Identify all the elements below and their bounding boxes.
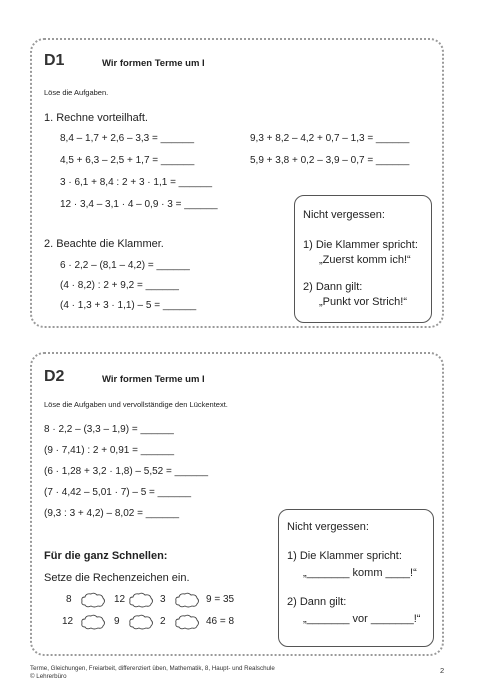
bonus-result: 9 = 35 xyxy=(206,594,235,605)
operator-cloud-blank[interactable] xyxy=(174,614,200,630)
footer-copyright: © Lehrerbüro xyxy=(30,673,67,680)
reminder-rule-1-text: „_______ komm ____!“ xyxy=(303,567,417,579)
task-1-right-item: 5,9 + 3,8 + 0,2 – 3,9 – 0,7 = ______ xyxy=(250,155,410,166)
task-2-heading: 2. Beachte die Klammer. xyxy=(44,238,164,250)
task-1-left-item: 3 · 6,1 + 8,4 : 2 + 3 · 1,1 = ______ xyxy=(60,177,213,188)
bonus-number: 3 xyxy=(160,594,166,605)
exercise-card-d2 xyxy=(30,352,444,656)
exercise-card-d1 xyxy=(30,38,444,328)
bonus-instruction: Setze die Rechenzeichen ein. xyxy=(44,572,190,584)
exercise-instruction: Löse die Aufgaben und vervollständige den Lückentext. xyxy=(44,400,228,409)
task-2-item: (4 · 8,2) : 2 + 9,2 = ______ xyxy=(60,280,179,291)
bonus-heading: Für die ganz Schnellen: xyxy=(44,550,168,562)
reminder-rule-1-text: „Zuerst komm ich!“ xyxy=(319,254,411,266)
task-1-heading: 1. Rechne vorteilhaft. xyxy=(44,112,148,124)
reminder-box xyxy=(278,509,434,647)
exercise-instruction: Löse die Aufgaben. xyxy=(44,88,109,97)
reminder-heading: Nicht vergessen: xyxy=(287,521,369,533)
exercise-item: 8 · 2,2 – (3,3 – 1,9) = ______ xyxy=(44,424,174,435)
exercise-title: Wir formen Terme um I xyxy=(102,58,205,69)
task-2-item: 6 · 2,2 – (8,1 – 4,2) = ______ xyxy=(60,260,190,271)
bonus-number: 12 xyxy=(62,616,74,627)
bonus-number: 12 xyxy=(114,594,126,605)
reminder-rule-2-text: „Punkt vor Strich!“ xyxy=(319,296,408,308)
reminder-box xyxy=(294,195,432,323)
exercise-title: Wir formen Terme um I xyxy=(102,374,205,385)
exercise-item: (9 · 7,41) : 2 + 0,91 = ______ xyxy=(44,445,175,456)
operator-cloud-blank[interactable] xyxy=(128,592,154,608)
exercise-code: D1 xyxy=(44,52,65,69)
task-1-left-item: 8,4 – 1,7 + 2,6 – 3,3 = ______ xyxy=(60,133,195,144)
reminder-rule-2-text: „_______ vor _______!“ xyxy=(303,613,421,625)
reminder-heading: Nicht vergessen: xyxy=(303,209,385,221)
exercise-item: (9,3 : 3 + 4,2) – 8,02 = ______ xyxy=(44,508,180,519)
operator-cloud-blank[interactable] xyxy=(80,592,106,608)
exercise-code: D2 xyxy=(44,368,65,385)
exercise-item: (7 · 4,42 – 5,01 · 7) – 5 = ______ xyxy=(44,487,192,498)
reminder-rule-2: 2) Dann gilt: xyxy=(287,596,347,608)
bonus-result: 46 = 8 xyxy=(206,616,235,627)
task-1-right-item: 9,3 + 8,2 – 4,2 + 0,7 – 1,3 = ______ xyxy=(250,133,410,144)
bonus-number: 2 xyxy=(160,616,166,627)
reminder-rule-2: 2) Dann gilt: xyxy=(303,281,363,293)
reminder-rule-1: 1) Die Klammer spricht: xyxy=(287,550,402,562)
operator-cloud-blank[interactable] xyxy=(80,614,106,630)
bonus-number: 9 xyxy=(114,616,120,627)
operator-cloud-blank[interactable] xyxy=(128,614,154,630)
task-1-left-item: 12 · 3,4 – 3,1 · 4 – 0,9 · 3 = ______ xyxy=(60,199,218,210)
task-2-item: (4 · 1,3 + 3 · 1,1) – 5 = ______ xyxy=(60,300,197,311)
footer-source: Terme, Gleichungen, Freiarbeit, differenziert üben, Mathematik, 8, Haupt- und Realschule xyxy=(30,665,275,672)
page-number: 2 xyxy=(440,666,445,675)
operator-cloud-blank[interactable] xyxy=(174,592,200,608)
task-1-left-item: 4,5 + 6,3 – 2,5 + 1,7 = ______ xyxy=(60,155,195,166)
exercise-item: (6 · 1,28 + 3,2 · 1,8) – 5,52 = ______ xyxy=(44,466,209,477)
bonus-number: 8 xyxy=(66,594,72,605)
reminder-rule-1: 1) Die Klammer spricht: xyxy=(303,239,418,251)
